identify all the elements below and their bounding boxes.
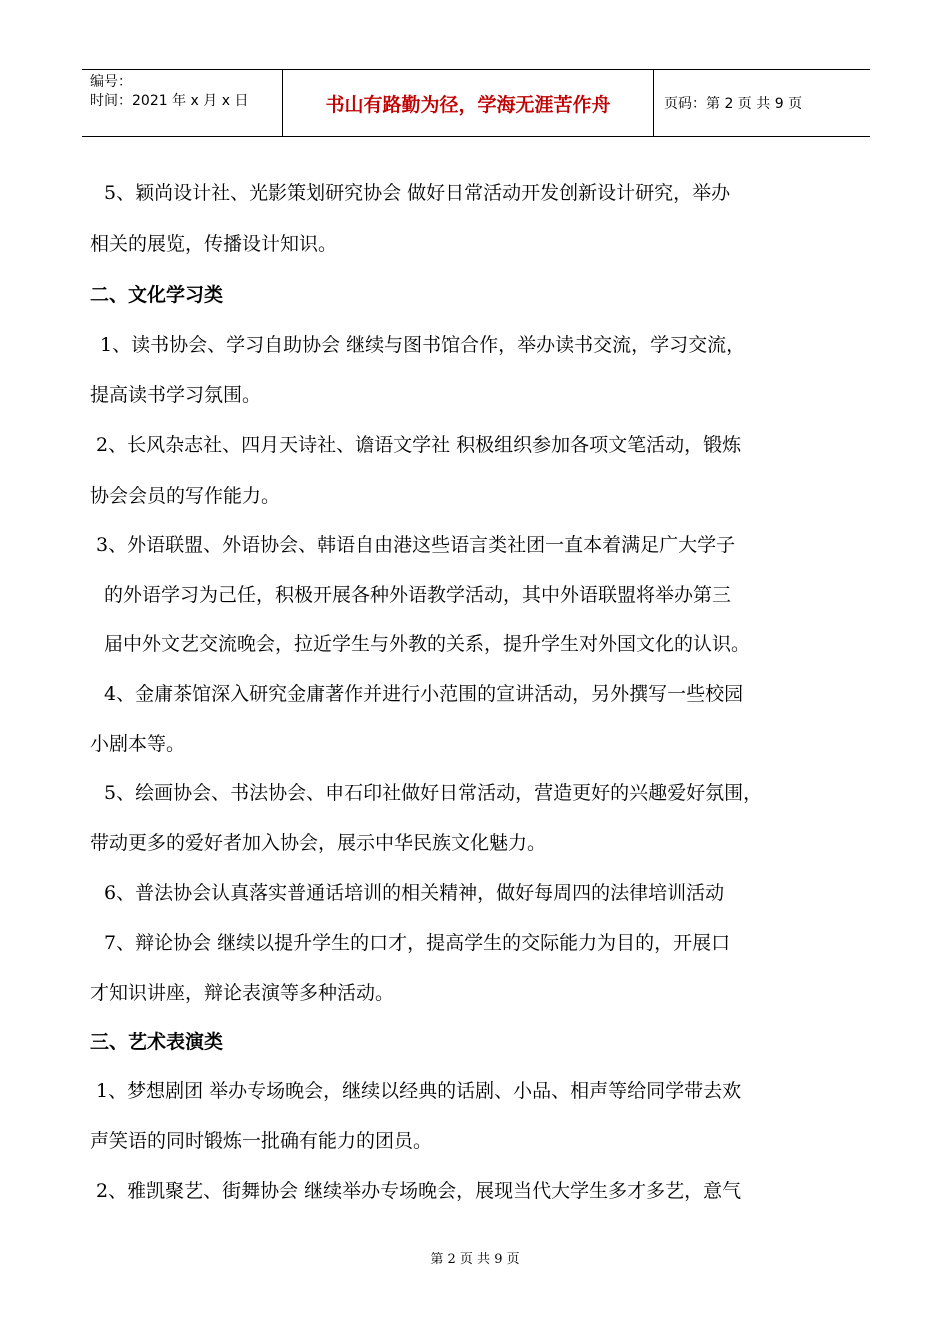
paragraph-line: 4、金庸茶馆深入研究金庸著作并进行小范围的宣讲活动，另外撰写一些校园 bbox=[104, 683, 744, 705]
number-label: 编号： bbox=[90, 74, 132, 90]
paragraph-line: 1、梦想剧团 举办专场晚会，继续以经典的话剧、小品、相声等给同学带去欢 bbox=[96, 1080, 742, 1102]
paragraph-line: 2、长风杂志社、四月天诗社、谵语文学社 积极组织参加各项文笔活动，锻炼 bbox=[96, 434, 742, 456]
paragraph-line: 的外语学习为己任，积极开展各种外语教学活动，其中外语联盟将举办第三 bbox=[104, 584, 732, 606]
paragraph-line: 协会会员的写作能力。 bbox=[90, 485, 281, 507]
date-label: 时间：2021 年 x 月 x 日 bbox=[90, 93, 249, 109]
paragraph-line: 6、普法协会认真落实普通话培训的相关精神，做好每周四的法律培训活动 bbox=[104, 882, 725, 904]
section-heading: 三、艺术表演类 bbox=[90, 1031, 224, 1053]
paragraph-line: 带动更多的爱好者加入协会，展示中华民族文化魅力。 bbox=[90, 832, 547, 854]
header-motto: 书山有路勤为径，学海无涯苦作舟 bbox=[283, 70, 654, 136]
paragraph-line: 小剧本等。 bbox=[90, 733, 186, 755]
header-page-info: 页码：第 2 页 共 9 页 bbox=[664, 96, 803, 112]
page-header bbox=[82, 69, 870, 137]
header-meta bbox=[82, 70, 283, 136]
paragraph-line: 相关的展览，传播设计知识。 bbox=[90, 233, 338, 255]
paragraph-line: 7、辩论协会 继续以提升学生的口才，提高学生的交际能力为目的，开展口 bbox=[104, 932, 731, 954]
paragraph-line: 2、雅凯聚艺、街舞协会 继续举办专场晚会，展现当代大学生多才多艺，意气 bbox=[96, 1180, 742, 1202]
paragraph-line: 5、绘画协会、书法协会、申石印社做好日常活动，营造更好的兴趣爱好氛围， bbox=[104, 782, 763, 804]
paragraph-line: 3、外语联盟、外语协会、韩语自由港这些语言类社团一直本着满足广大学子 bbox=[96, 534, 736, 556]
page-footer: 第 2 页 共 9 页 bbox=[430, 1252, 520, 1267]
paragraph-line: 提高读书学习氛围。 bbox=[90, 384, 262, 406]
paragraph-line: 才知识讲座，辩论表演等多种活动。 bbox=[90, 982, 395, 1004]
paragraph-line: 届中外文艺交流晚会，拉近学生与外教的关系，提升学生对外国文化的认识。 bbox=[104, 633, 751, 655]
paragraph-line: 5、颖尚设计社、光影策划研究协会 做好日常活动开发创新设计研究，举办 bbox=[104, 182, 731, 204]
paragraph-line: 声笑语的同时锻炼一批确有能力的团员。 bbox=[90, 1130, 433, 1152]
paragraph-line: 1、读书协会、学习自助协会 继续与图书馆合作，举办读书交流，学习交流， bbox=[100, 334, 746, 356]
section-heading: 二、文化学习类 bbox=[90, 284, 224, 306]
